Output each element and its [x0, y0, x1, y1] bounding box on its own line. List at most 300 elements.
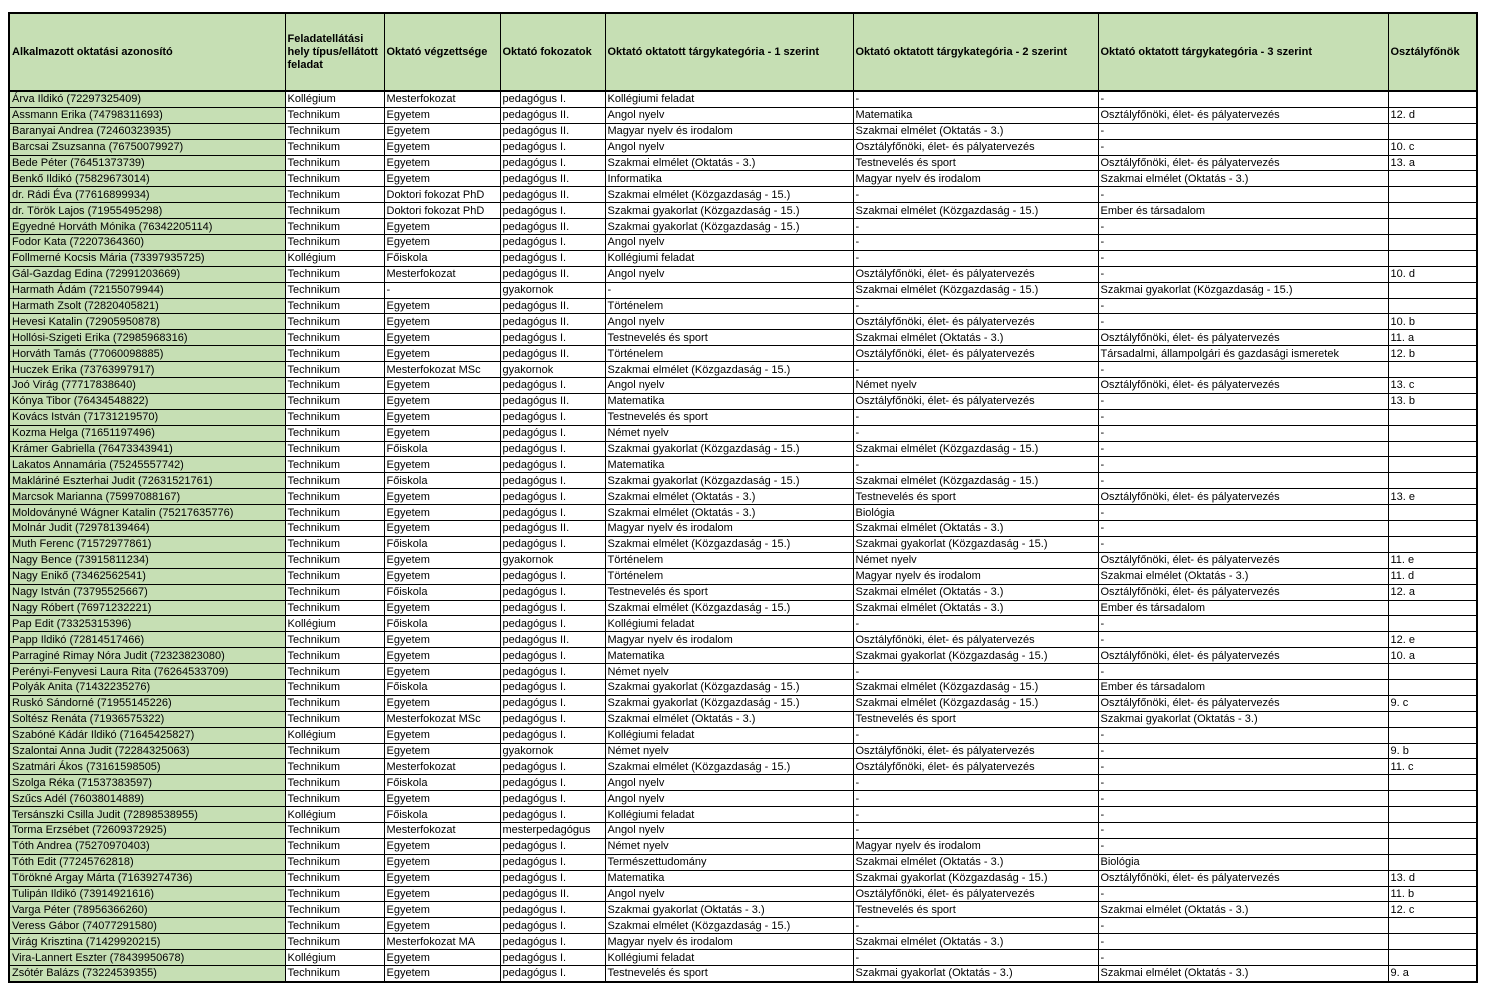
subject-3-cell[interactable]: - [1098, 743, 1388, 759]
education-cell[interactable]: Egyetem [384, 314, 500, 330]
subject-2-cell[interactable]: Szakmai gyakorlat (Közgazdaság - 15.) [853, 870, 1098, 886]
institution-cell[interactable]: Technikum [285, 123, 384, 139]
employee-cell[interactable]: Varga Péter (78956366260) [9, 902, 285, 918]
grade-cell[interactable]: pedagógus I. [500, 600, 605, 616]
grade-cell[interactable]: pedagógus I. [500, 409, 605, 425]
grade-cell[interactable]: gyakornok [500, 743, 605, 759]
subject-3-cell[interactable]: - [1098, 521, 1388, 537]
education-cell[interactable]: Egyetem [384, 902, 500, 918]
class-teacher-cell[interactable] [1388, 250, 1477, 266]
institution-cell[interactable]: Technikum [285, 346, 384, 362]
class-teacher-cell[interactable] [1388, 473, 1477, 489]
subject-3-cell[interactable]: - [1098, 934, 1388, 950]
employee-cell[interactable]: Nagy Róbert (76971232221) [9, 600, 285, 616]
subject-1-cell[interactable]: Szakmai elmélet (Közgazdaság - 15.) [605, 918, 853, 934]
subject-2-cell[interactable]: - [853, 409, 1098, 425]
class-teacher-cell[interactable]: 12. e [1388, 632, 1477, 648]
subject-2-cell[interactable]: Osztályfőnöki, élet- és pályatervezés [853, 139, 1098, 155]
education-cell[interactable]: Egyetem [384, 886, 500, 902]
class-teacher-cell[interactable] [1388, 600, 1477, 616]
subject-2-cell[interactable]: - [853, 219, 1098, 235]
employee-cell[interactable]: Polyák Anita (71432235276) [9, 679, 285, 695]
institution-cell[interactable]: Technikum [285, 568, 384, 584]
class-teacher-cell[interactable] [1388, 505, 1477, 521]
employee-cell[interactable]: Tersánszki Csilla Judit (72898538955) [9, 807, 285, 823]
institution-cell[interactable]: Technikum [285, 934, 384, 950]
subject-1-cell[interactable]: Kollégiumi feladat [605, 616, 853, 632]
subject-2-cell[interactable]: - [853, 187, 1098, 203]
education-cell[interactable]: Egyetem [384, 425, 500, 441]
subject-1-cell[interactable]: Angol nyelv [605, 378, 853, 394]
subject-3-cell[interactable]: Osztályfőnöki, élet- és pályatervezés [1098, 378, 1388, 394]
subject-3-cell[interactable]: - [1098, 838, 1388, 854]
education-cell[interactable]: Egyetem [384, 409, 500, 425]
subject-1-cell[interactable]: Angol nyelv [605, 775, 853, 791]
subject-3-cell[interactable]: - [1098, 139, 1388, 155]
grade-cell[interactable]: pedagógus II. [500, 266, 605, 282]
grade-cell[interactable]: pedagógus I. [500, 934, 605, 950]
subject-3-cell[interactable]: - [1098, 219, 1388, 235]
institution-cell[interactable]: Technikum [285, 409, 384, 425]
education-cell[interactable]: Doktori fokozat PhD [384, 203, 500, 219]
subject-1-cell[interactable]: - [605, 282, 853, 298]
subject-1-cell[interactable]: Angol nyelv [605, 266, 853, 282]
institution-cell[interactable]: Technikum [285, 679, 384, 695]
subject-1-cell[interactable]: Szakmai elmélet (Közgazdaság - 15.) [605, 600, 853, 616]
subject-2-cell[interactable]: Szakmai elmélet (Közgazdaság - 15.) [853, 679, 1098, 695]
subject-2-cell[interactable]: - [853, 250, 1098, 266]
employee-cell[interactable]: Hevesi Katalin (72905950878) [9, 314, 285, 330]
subject-3-cell[interactable]: - [1098, 362, 1388, 378]
column-header-institution-type[interactable]: Feladatellátási hely típus/ellátott feladat [285, 13, 384, 91]
grade-cell[interactable]: pedagógus I. [500, 965, 605, 981]
subject-1-cell[interactable]: Angol nyelv [605, 822, 853, 838]
subject-3-cell[interactable]: Osztályfőnöki, élet- és pályatervezés [1098, 107, 1388, 123]
subject-2-cell[interactable]: Osztályfőnöki, élet- és pályatervezés [853, 886, 1098, 902]
employee-cell[interactable]: Egyedné Horváth Mónika (76342205114) [9, 219, 285, 235]
subject-1-cell[interactable]: Angol nyelv [605, 235, 853, 251]
class-teacher-cell[interactable] [1388, 934, 1477, 950]
employee-cell[interactable]: Bede Péter (76451373739) [9, 155, 285, 171]
class-teacher-cell[interactable] [1388, 727, 1477, 743]
education-cell[interactable]: Egyetem [384, 743, 500, 759]
employee-cell[interactable]: Huczek Erika (73763997917) [9, 362, 285, 378]
institution-cell[interactable]: Technikum [285, 822, 384, 838]
subject-2-cell[interactable]: Szakmai gyakorlat (Közgazdaság - 15.) [853, 536, 1098, 552]
institution-cell[interactable]: Technikum [285, 441, 384, 457]
institution-cell[interactable]: Technikum [285, 219, 384, 235]
education-cell[interactable]: - [384, 282, 500, 298]
subject-1-cell[interactable]: Történelem [605, 552, 853, 568]
subject-1-cell[interactable]: Szakmai elmélet (Oktatás - 3.) [605, 155, 853, 171]
institution-cell[interactable]: Technikum [285, 489, 384, 505]
subject-3-cell[interactable]: - [1098, 759, 1388, 775]
subject-1-cell[interactable]: Matematika [605, 393, 853, 409]
subject-3-cell[interactable]: - [1098, 536, 1388, 552]
employee-cell[interactable]: Makláriné Eszterhai Judit (72631521761) [9, 473, 285, 489]
employee-cell[interactable]: Moldoványné Wágner Katalin (75217635776) [9, 505, 285, 521]
institution-cell[interactable]: Technikum [285, 314, 384, 330]
grade-cell[interactable]: pedagógus I. [500, 457, 605, 473]
subject-3-cell[interactable]: Osztályfőnöki, élet- és pályatervezés [1098, 648, 1388, 664]
subject-1-cell[interactable]: Történelem [605, 568, 853, 584]
institution-cell[interactable]: Technikum [285, 155, 384, 171]
education-cell[interactable]: Egyetem [384, 552, 500, 568]
subject-2-cell[interactable]: - [853, 822, 1098, 838]
employee-cell[interactable]: Marcsok Marianna (75997088167) [9, 489, 285, 505]
employee-cell[interactable]: Törökné Argay Márta (71639274736) [9, 870, 285, 886]
employee-cell[interactable]: Hollósi-Szigeti Erika (72985968316) [9, 330, 285, 346]
class-teacher-cell[interactable]: 11. b [1388, 886, 1477, 902]
subject-1-cell[interactable]: Testnevelés és sport [605, 965, 853, 981]
grade-cell[interactable]: pedagógus I. [500, 568, 605, 584]
institution-cell[interactable]: Technikum [285, 664, 384, 680]
institution-cell[interactable]: Technikum [285, 266, 384, 282]
education-cell[interactable]: Egyetem [384, 727, 500, 743]
class-teacher-cell[interactable] [1388, 457, 1477, 473]
grade-cell[interactable]: pedagógus II. [500, 632, 605, 648]
subject-1-cell[interactable]: Angol nyelv [605, 886, 853, 902]
institution-cell[interactable]: Technikum [285, 632, 384, 648]
subject-2-cell[interactable]: - [853, 727, 1098, 743]
class-teacher-cell[interactable]: 9. b [1388, 743, 1477, 759]
subject-2-cell[interactable]: Biológia [853, 505, 1098, 521]
subject-1-cell[interactable]: Kollégiumi feladat [605, 91, 853, 107]
grade-cell[interactable]: pedagógus II. [500, 886, 605, 902]
institution-cell[interactable]: Technikum [285, 584, 384, 600]
institution-cell[interactable]: Technikum [285, 711, 384, 727]
employee-cell[interactable]: Virág Krisztina (71429920215) [9, 934, 285, 950]
institution-cell[interactable]: Technikum [285, 282, 384, 298]
subject-3-cell[interactable]: Osztályfőnöki, élet- és pályatervezés [1098, 695, 1388, 711]
subject-3-cell[interactable]: Szakmai elmélet (Oktatás - 3.) [1098, 902, 1388, 918]
institution-cell[interactable]: Technikum [285, 695, 384, 711]
education-cell[interactable]: Egyetem [384, 171, 500, 187]
subject-2-cell[interactable]: Szakmai gyakorlat (Oktatás - 3.) [853, 965, 1098, 981]
institution-cell[interactable]: Technikum [285, 171, 384, 187]
education-cell[interactable]: Egyetem [384, 298, 500, 314]
institution-cell[interactable]: Technikum [285, 870, 384, 886]
education-cell[interactable]: Mesterfokozat [384, 759, 500, 775]
subject-3-cell[interactable]: Osztályfőnöki, élet- és pályatervezés [1098, 330, 1388, 346]
grade-cell[interactable]: pedagógus I. [500, 902, 605, 918]
class-teacher-cell[interactable]: 10. c [1388, 139, 1477, 155]
subject-1-cell[interactable]: Magyar nyelv és irodalom [605, 934, 853, 950]
education-cell[interactable]: Mesterfokozat [384, 266, 500, 282]
subject-2-cell[interactable]: Szakmai elmélet (Oktatás - 3.) [853, 521, 1098, 537]
institution-cell[interactable]: Technikum [285, 743, 384, 759]
institution-cell[interactable]: Technikum [285, 775, 384, 791]
subject-3-cell[interactable]: Osztályfőnöki, élet- és pályatervezés [1098, 489, 1388, 505]
employee-cell[interactable]: Kozma Helga (71651197496) [9, 425, 285, 441]
education-cell[interactable]: Egyetem [384, 330, 500, 346]
subject-2-cell[interactable]: Magyar nyelv és irodalom [853, 171, 1098, 187]
grade-cell[interactable]: pedagógus I. [500, 425, 605, 441]
class-teacher-cell[interactable] [1388, 362, 1477, 378]
employee-cell[interactable]: Benkő Ildikó (75829673014) [9, 171, 285, 187]
grade-cell[interactable]: pedagógus II. [500, 123, 605, 139]
employee-cell[interactable]: Tulipán Ildikó (73914921616) [9, 886, 285, 902]
class-teacher-cell[interactable] [1388, 822, 1477, 838]
institution-cell[interactable]: Technikum [285, 838, 384, 854]
employee-cell[interactable]: Follmerné Kocsis Mária (73397935725) [9, 250, 285, 266]
column-header-subject-2[interactable]: Oktató oktatott tárgykategória - 2 szerint [853, 13, 1098, 91]
subject-1-cell[interactable]: Matematika [605, 870, 853, 886]
class-teacher-cell[interactable] [1388, 203, 1477, 219]
education-cell[interactable]: Egyetem [384, 838, 500, 854]
institution-cell[interactable]: Technikum [285, 854, 384, 870]
subject-3-cell[interactable]: - [1098, 886, 1388, 902]
institution-cell[interactable]: Technikum [285, 536, 384, 552]
education-cell[interactable]: Egyetem [384, 854, 500, 870]
class-teacher-cell[interactable] [1388, 791, 1477, 807]
subject-3-cell[interactable]: - [1098, 457, 1388, 473]
subject-2-cell[interactable]: Szakmai elmélet (Közgazdaság - 15.) [853, 203, 1098, 219]
subject-1-cell[interactable]: Szakmai gyakorlat (Közgazdaság - 15.) [605, 695, 853, 711]
class-teacher-cell[interactable] [1388, 807, 1477, 823]
subject-3-cell[interactable]: Szakmai gyakorlat (Közgazdaság - 15.) [1098, 282, 1388, 298]
employee-cell[interactable]: Perényi-Fenyvesi Laura Rita (76264533709) [9, 664, 285, 680]
grade-cell[interactable]: pedagógus II. [500, 219, 605, 235]
subject-2-cell[interactable]: - [853, 775, 1098, 791]
class-teacher-cell[interactable] [1388, 775, 1477, 791]
institution-cell[interactable]: Kollégium [285, 807, 384, 823]
employee-cell[interactable]: Torma Erzsébet (72609372925) [9, 822, 285, 838]
class-teacher-cell[interactable]: 13. d [1388, 870, 1477, 886]
education-cell[interactable]: Főiskola [384, 616, 500, 632]
class-teacher-cell[interactable] [1388, 664, 1477, 680]
employee-cell[interactable]: Soltész Renáta (71936575322) [9, 711, 285, 727]
subject-3-cell[interactable]: Ember és társadalom [1098, 600, 1388, 616]
subject-1-cell[interactable]: Történelem [605, 346, 853, 362]
class-teacher-cell[interactable] [1388, 298, 1477, 314]
subject-3-cell[interactable]: - [1098, 250, 1388, 266]
employee-cell[interactable]: Barcsai Zsuzsanna (76750079927) [9, 139, 285, 155]
subject-2-cell[interactable]: Szakmai elmélet (Közgazdaság - 15.) [853, 695, 1098, 711]
education-cell[interactable]: Egyetem [384, 219, 500, 235]
subject-1-cell[interactable]: Kollégiumi feladat [605, 250, 853, 266]
subject-2-cell[interactable]: Testnevelés és sport [853, 711, 1098, 727]
subject-2-cell[interactable]: Testnevelés és sport [853, 489, 1098, 505]
institution-cell[interactable]: Technikum [285, 457, 384, 473]
education-cell[interactable]: Egyetem [384, 378, 500, 394]
education-cell[interactable]: Mesterfokozat MSc [384, 711, 500, 727]
grade-cell[interactable]: pedagógus I. [500, 791, 605, 807]
education-cell[interactable]: Egyetem [384, 791, 500, 807]
subject-3-cell[interactable]: Osztályfőnöki, élet- és pályatervezés [1098, 870, 1388, 886]
class-teacher-cell[interactable]: 13. c [1388, 378, 1477, 394]
subject-3-cell[interactable]: - [1098, 807, 1388, 823]
subject-2-cell[interactable]: Osztályfőnöki, élet- és pályatervezés [853, 266, 1098, 282]
subject-1-cell[interactable]: Testnevelés és sport [605, 584, 853, 600]
subject-2-cell[interactable]: Német nyelv [853, 552, 1098, 568]
class-teacher-cell[interactable]: 12. b [1388, 346, 1477, 362]
institution-cell[interactable]: Technikum [285, 107, 384, 123]
institution-cell[interactable]: Technikum [285, 918, 384, 934]
employee-cell[interactable]: Papp Ildikó (72814517466) [9, 632, 285, 648]
grade-cell[interactable]: pedagógus I. [500, 378, 605, 394]
subject-3-cell[interactable]: - [1098, 441, 1388, 457]
subject-2-cell[interactable]: Szakmai elmélet (Oktatás - 3.) [853, 600, 1098, 616]
institution-cell[interactable]: Technikum [285, 759, 384, 775]
grade-cell[interactable]: pedagógus II. [500, 393, 605, 409]
grade-cell[interactable]: gyakornok [500, 282, 605, 298]
institution-cell[interactable]: Kollégium [285, 616, 384, 632]
class-teacher-cell[interactable] [1388, 91, 1477, 107]
institution-cell[interactable]: Technikum [285, 330, 384, 346]
subject-1-cell[interactable]: Angol nyelv [605, 791, 853, 807]
subject-2-cell[interactable]: Testnevelés és sport [853, 155, 1098, 171]
employee-cell[interactable]: Harmath Zsolt (72820405821) [9, 298, 285, 314]
class-teacher-cell[interactable]: 11. e [1388, 552, 1477, 568]
subject-1-cell[interactable]: Szakmai elmélet (Oktatás - 3.) [605, 711, 853, 727]
institution-cell[interactable]: Technikum [285, 378, 384, 394]
grade-cell[interactable]: pedagógus I. [500, 536, 605, 552]
subject-3-cell[interactable]: Osztályfőnöki, élet- és pályatervezés [1098, 155, 1388, 171]
institution-cell[interactable]: Technikum [285, 521, 384, 537]
class-teacher-cell[interactable]: 13. b [1388, 393, 1477, 409]
institution-cell[interactable]: Kollégium [285, 91, 384, 107]
subject-2-cell[interactable]: - [853, 91, 1098, 107]
subject-1-cell[interactable]: Testnevelés és sport [605, 330, 853, 346]
education-cell[interactable]: Főiskola [384, 536, 500, 552]
grade-cell[interactable]: pedagógus I. [500, 727, 605, 743]
education-cell[interactable]: Egyetem [384, 870, 500, 886]
education-cell[interactable]: Mesterfokozat MA [384, 934, 500, 950]
grade-cell[interactable]: pedagógus I. [500, 473, 605, 489]
subject-2-cell[interactable]: Szakmai elmélet (Oktatás - 3.) [853, 123, 1098, 139]
employee-cell[interactable]: Nagy István (73795525667) [9, 584, 285, 600]
grade-cell[interactable]: pedagógus II. [500, 187, 605, 203]
subject-3-cell[interactable]: - [1098, 425, 1388, 441]
employee-cell[interactable]: Fodor Kata (72207364360) [9, 235, 285, 251]
education-cell[interactable]: Egyetem [384, 346, 500, 362]
column-header-class-teacher[interactable]: Osztályfőnök [1388, 13, 1477, 91]
subject-1-cell[interactable]: Matematika [605, 648, 853, 664]
education-cell[interactable]: Egyetem [384, 648, 500, 664]
class-teacher-cell[interactable]: 11. c [1388, 759, 1477, 775]
class-teacher-cell[interactable]: 10. a [1388, 648, 1477, 664]
grade-cell[interactable]: pedagógus I. [500, 695, 605, 711]
subject-2-cell[interactable]: Szakmai elmélet (Oktatás - 3.) [853, 934, 1098, 950]
subject-3-cell[interactable]: - [1098, 266, 1388, 282]
grade-cell[interactable]: pedagógus II. [500, 521, 605, 537]
grade-cell[interactable]: pedagógus II. [500, 107, 605, 123]
subject-3-cell[interactable]: Társadalmi, állampolgári és gazdasági ismeretek [1098, 346, 1388, 362]
subject-3-cell[interactable]: Osztályfőnöki, élet- és pályatervezés [1098, 584, 1388, 600]
employee-cell[interactable]: Tóth Edit (77245762818) [9, 854, 285, 870]
employee-cell[interactable]: Veress Gábor (74077291580) [9, 918, 285, 934]
subject-2-cell[interactable]: Szakmai elmélet (Közgazdaság - 15.) [853, 441, 1098, 457]
subject-2-cell[interactable]: - [853, 425, 1098, 441]
institution-cell[interactable]: Technikum [285, 600, 384, 616]
education-cell[interactable]: Doktori fokozat PhD [384, 187, 500, 203]
grade-cell[interactable]: pedagógus I. [500, 441, 605, 457]
education-cell[interactable]: Egyetem [384, 235, 500, 251]
subject-1-cell[interactable]: Testnevelés és sport [605, 409, 853, 425]
subject-1-cell[interactable]: Angol nyelv [605, 139, 853, 155]
column-header-grade[interactable]: Oktató fokozatok [500, 13, 605, 91]
class-teacher-cell[interactable] [1388, 536, 1477, 552]
subject-1-cell[interactable]: Szakmai gyakorlat (Közgazdaság - 15.) [605, 441, 853, 457]
institution-cell[interactable]: Technikum [285, 902, 384, 918]
grade-cell[interactable]: pedagógus I. [500, 235, 605, 251]
employee-cell[interactable]: Krámer Gabriella (76473343941) [9, 441, 285, 457]
grade-cell[interactable]: pedagógus I. [500, 854, 605, 870]
education-cell[interactable]: Mesterfokozat [384, 822, 500, 838]
employee-cell[interactable]: Szabóné Kádár Ildikó (71645425827) [9, 727, 285, 743]
education-cell[interactable]: Egyetem [384, 123, 500, 139]
subject-2-cell[interactable]: - [853, 235, 1098, 251]
education-cell[interactable]: Egyetem [384, 568, 500, 584]
subject-3-cell[interactable]: - [1098, 235, 1388, 251]
grade-cell[interactable]: pedagógus I. [500, 664, 605, 680]
employee-cell[interactable]: dr. Török Lajos (71955495298) [9, 203, 285, 219]
employee-cell[interactable]: Nagy Enikő (73462562541) [9, 568, 285, 584]
education-cell[interactable]: Egyetem [384, 457, 500, 473]
subject-1-cell[interactable]: Szakmai gyakorlat (Közgazdaság - 15.) [605, 473, 853, 489]
class-teacher-cell[interactable] [1388, 711, 1477, 727]
class-teacher-cell[interactable]: 9. c [1388, 695, 1477, 711]
subject-1-cell[interactable]: Kollégiumi feladat [605, 727, 853, 743]
subject-3-cell[interactable]: - [1098, 314, 1388, 330]
subject-2-cell[interactable]: Osztályfőnöki, élet- és pályatervezés [853, 346, 1098, 362]
class-teacher-cell[interactable] [1388, 854, 1477, 870]
column-header-subject-1[interactable]: Oktató oktatott tárgykategória - 1 szerint [605, 13, 853, 91]
education-cell[interactable]: Egyetem [384, 393, 500, 409]
subject-1-cell[interactable]: Kollégiumi feladat [605, 950, 853, 966]
subject-2-cell[interactable]: Szakmai elmélet (Közgazdaság - 15.) [853, 282, 1098, 298]
institution-cell[interactable]: Technikum [285, 473, 384, 489]
employee-cell[interactable]: Vira-Lannert Eszter (78439950678) [9, 950, 285, 966]
subject-2-cell[interactable]: - [853, 807, 1098, 823]
column-header-education[interactable]: Oktató végzettsége [384, 13, 500, 91]
subject-3-cell[interactable]: - [1098, 473, 1388, 489]
class-teacher-cell[interactable] [1388, 521, 1477, 537]
subject-1-cell[interactable]: Informatika [605, 171, 853, 187]
subject-1-cell[interactable]: Természettudomány [605, 854, 853, 870]
education-cell[interactable]: Főiskola [384, 807, 500, 823]
class-teacher-cell[interactable]: 13. a [1388, 155, 1477, 171]
column-header-employee-id[interactable]: Alkalmazott oktatási azonosító [9, 13, 285, 91]
education-cell[interactable]: Egyetem [384, 521, 500, 537]
subject-3-cell[interactable]: - [1098, 393, 1388, 409]
subject-2-cell[interactable]: Osztályfőnöki, élet- és pályatervezés [853, 759, 1098, 775]
class-teacher-cell[interactable]: 12. c [1388, 902, 1477, 918]
subject-2-cell[interactable]: - [853, 298, 1098, 314]
subject-1-cell[interactable]: Angol nyelv [605, 107, 853, 123]
subject-1-cell[interactable]: Kollégiumi feladat [605, 807, 853, 823]
subject-2-cell[interactable]: Osztályfőnöki, élet- és pályatervezés [853, 393, 1098, 409]
subject-2-cell[interactable]: - [853, 362, 1098, 378]
institution-cell[interactable]: Kollégium [285, 950, 384, 966]
employee-cell[interactable]: Joó Virág (77717838640) [9, 378, 285, 394]
subject-3-cell[interactable]: Ember és társadalom [1098, 679, 1388, 695]
grade-cell[interactable]: gyakornok [500, 362, 605, 378]
education-cell[interactable]: Főiskola [384, 441, 500, 457]
employee-cell[interactable]: Gál-Gazdag Edina (72991203669) [9, 266, 285, 282]
class-teacher-cell[interactable]: 12. a [1388, 584, 1477, 600]
subject-3-cell[interactable]: - [1098, 505, 1388, 521]
institution-cell[interactable]: Technikum [285, 203, 384, 219]
education-cell[interactable]: Főiskola [384, 775, 500, 791]
class-teacher-cell[interactable] [1388, 616, 1477, 632]
institution-cell[interactable]: Technikum [285, 362, 384, 378]
class-teacher-cell[interactable]: 12. d [1388, 107, 1477, 123]
education-cell[interactable]: Főiskola [384, 584, 500, 600]
education-cell[interactable]: Mesterfokozat [384, 91, 500, 107]
grade-cell[interactable]: pedagógus II. [500, 346, 605, 362]
